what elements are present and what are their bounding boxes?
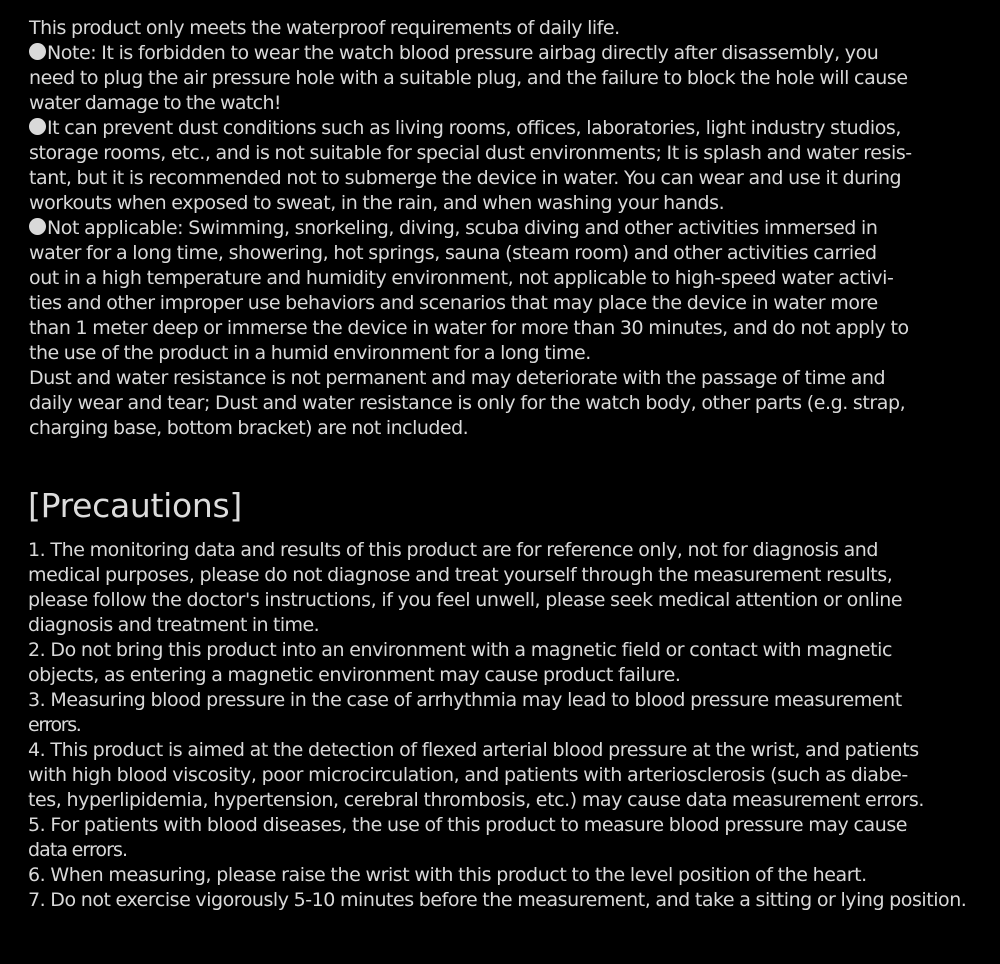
waterproof-line: Dust and water resistance is not permanent and may deteriorate with the passage of time and — [29, 367, 886, 389]
waterproof-line: ties and other improper use behaviors and scenarios that may place the device in water more — [29, 292, 878, 314]
waterproof-line: Note: It is forbidden to wear the watch blood pressure airbag directly after disassembly, you — [29, 41, 974, 66]
precaution-line: data errors. — [28, 839, 128, 861]
precautions-heading: [Precautions] — [28, 486, 243, 525]
bullet-dot-icon — [29, 118, 46, 135]
waterproof-line: storage rooms, etc., and is not suitable for special dust environments; It is splash and water resis- — [29, 142, 912, 164]
precaution-line: with high blood viscosity, poor microcirculation, and patients with arteriosclerosis (such as diabe- — [28, 764, 908, 786]
precaution-line: objects, as entering a magnetic environment may cause product failure. — [28, 664, 681, 686]
waterproof-line: tant, but it is recommended not to submerge the device in water. You can wear and use it during — [29, 167, 902, 189]
waterproof-line: than 1 meter deep or immerse the device in water for more than 30 minutes, and do not apply to — [29, 317, 909, 339]
precaution-line: 3. Measuring blood pressure in the case of arrhythmia may lead to blood pressure measurement — [28, 689, 902, 711]
waterproof-line: charging base, bottom bracket) are not included. — [29, 417, 469, 439]
waterproof-line: water for a long time, showering, hot springs, sauna (steam room) and other activities carried — [29, 242, 877, 264]
waterproof-line: the use of the product in a humid environment for a long time. — [29, 342, 591, 364]
waterproof-notes — [29, 16, 974, 441]
precaution-line: 2. Do not bring this product into an environment with a magnetic field or contact with magnetic — [28, 639, 893, 661]
waterproof-line: daily wear and tear; Dust and water resistance is only for the watch body, other parts (e.g. strap, — [29, 392, 906, 414]
precaution-line: diagnosis and treatment in time. — [28, 614, 320, 636]
waterproof-line: This product only meets the waterproof requirements of daily life. — [29, 17, 620, 39]
precaution-line: medical purposes, please do not diagnose and treat yourself through the measurement results, — [28, 564, 893, 586]
precaution-line: tes, hyperlipidemia, hypertension, cerebral thrombosis, etc.) may cause data measurement errors. — [28, 789, 925, 811]
waterproof-line: water damage to the watch! — [29, 92, 281, 114]
precaution-line: please follow the doctor's instructions, if you feel unwell, please seek medical attention or online — [28, 589, 903, 611]
waterproof-line: out in a high temperature and humidity environment, not applicable to high-speed water activi- — [29, 267, 894, 289]
precaution-line: 6. When measuring, please raise the wrist with this product to the level position of the heart. — [28, 864, 867, 886]
precaution-line: 4. This product is aimed at the detection of flexed arterial blood pressure at the wrist, and patients — [28, 739, 919, 761]
bullet-dot-icon — [29, 218, 46, 235]
precautions-list — [28, 538, 973, 913]
precaution-line: 5. For patients with blood diseases, the use of this product to measure blood pressure may cause — [28, 814, 908, 836]
waterproof-line: need to plug the air pressure hole with a suitable plug, and the failure to block the hole will cause — [29, 67, 908, 89]
precaution-line: 1. The monitoring data and results of this product are for reference only, not for diagnosis and — [28, 539, 879, 561]
precaution-line: 7. Do not exercise vigorously 5-10 minutes before the measurement, and take a sitting or lying position. — [28, 889, 967, 911]
waterproof-line: workouts when exposed to sweat, in the rain, and when washing your hands. — [29, 192, 725, 214]
waterproof-line: It can prevent dust conditions such as living rooms, offices, laboratories, light industry studios, — [29, 116, 974, 141]
bullet-dot-icon — [29, 43, 46, 60]
precaution-line: errors. — [28, 714, 81, 736]
waterproof-line: Not applicable: Swimming, snorkeling, diving, scuba diving and other activities immersed in — [29, 216, 974, 241]
